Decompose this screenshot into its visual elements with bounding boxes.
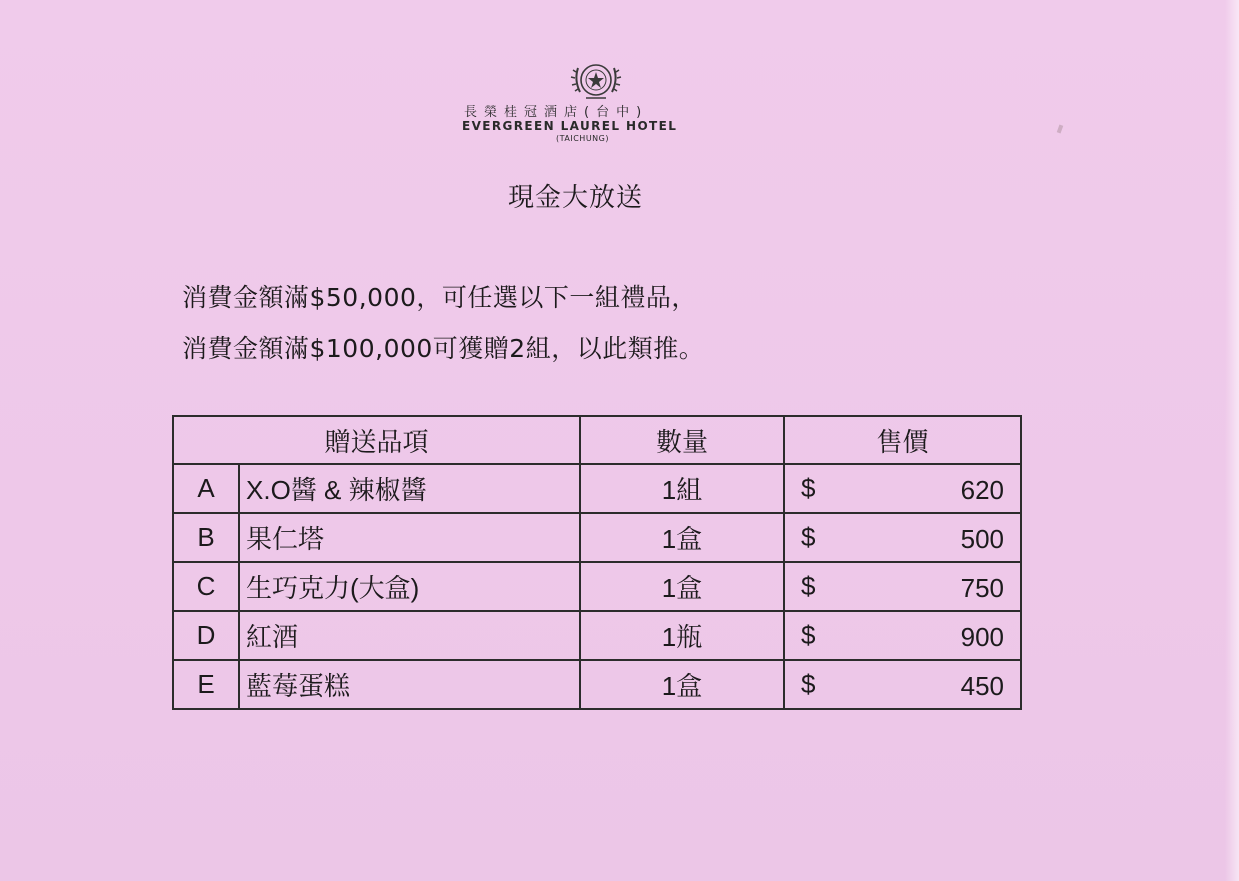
header-quantity: 數量 xyxy=(580,416,784,464)
row-price: 450 xyxy=(960,671,1004,701)
row-letter: B xyxy=(173,513,239,562)
row-price-cell xyxy=(784,562,1021,611)
hotel-city: (TAICHUNG) xyxy=(556,134,609,143)
table-row xyxy=(173,464,1021,513)
hotel-laurel-logo xyxy=(564,60,628,104)
row-item: 生巧克力(大盒) xyxy=(239,562,580,611)
paper-edge xyxy=(1225,0,1239,881)
currency-symbol: $ xyxy=(801,669,816,699)
row-price: 500 xyxy=(960,524,1004,554)
offer-line-2: 消費金額滿$100,000可獲贈2組，以此類推。 xyxy=(182,334,705,363)
table-row xyxy=(173,513,1021,562)
row-price-cell xyxy=(784,513,1021,562)
row-letter: D xyxy=(173,611,239,660)
table-header-row xyxy=(173,416,1021,464)
row-price: 620 xyxy=(960,475,1004,505)
row-price-cell xyxy=(784,611,1021,660)
gift-table xyxy=(172,415,1022,710)
hotel-name-chinese: 長榮桂冠酒店(台中) xyxy=(464,105,649,120)
row-price-cell xyxy=(784,660,1021,709)
row-letter: A xyxy=(173,464,239,513)
table-row xyxy=(173,611,1021,660)
header-price: 售價 xyxy=(784,416,1021,464)
currency-symbol: $ xyxy=(801,571,816,601)
currency-symbol: $ xyxy=(801,522,816,552)
currency-symbol: $ xyxy=(801,473,816,503)
row-item: 紅酒 xyxy=(239,611,580,660)
row-quantity: 1組 xyxy=(580,464,784,513)
offer-line-1: 消費金額滿$50,000，可任選以下一組禮品， xyxy=(182,283,697,312)
row-quantity: 1盒 xyxy=(580,513,784,562)
row-quantity: 1盒 xyxy=(580,562,784,611)
hotel-name-english: EVERGREEN LAUREL HOTEL xyxy=(462,119,678,133)
row-price: 900 xyxy=(960,622,1004,652)
row-quantity: 1盒 xyxy=(580,660,784,709)
table-row xyxy=(173,660,1021,709)
page-title: 現金大放送 xyxy=(508,183,644,213)
table-row xyxy=(173,562,1021,611)
row-letter: C xyxy=(173,562,239,611)
currency-symbol: $ xyxy=(801,620,816,650)
row-letter: E xyxy=(173,660,239,709)
row-item: 果仁塔 xyxy=(239,513,580,562)
row-item: 藍莓蛋糕 xyxy=(239,660,580,709)
row-quantity: 1瓶 xyxy=(580,611,784,660)
header-gift-item: 贈送品項 xyxy=(173,416,580,464)
row-item: X.O醬 & 辣椒醬 xyxy=(239,464,580,513)
row-price-cell xyxy=(784,464,1021,513)
row-price: 750 xyxy=(960,573,1004,603)
